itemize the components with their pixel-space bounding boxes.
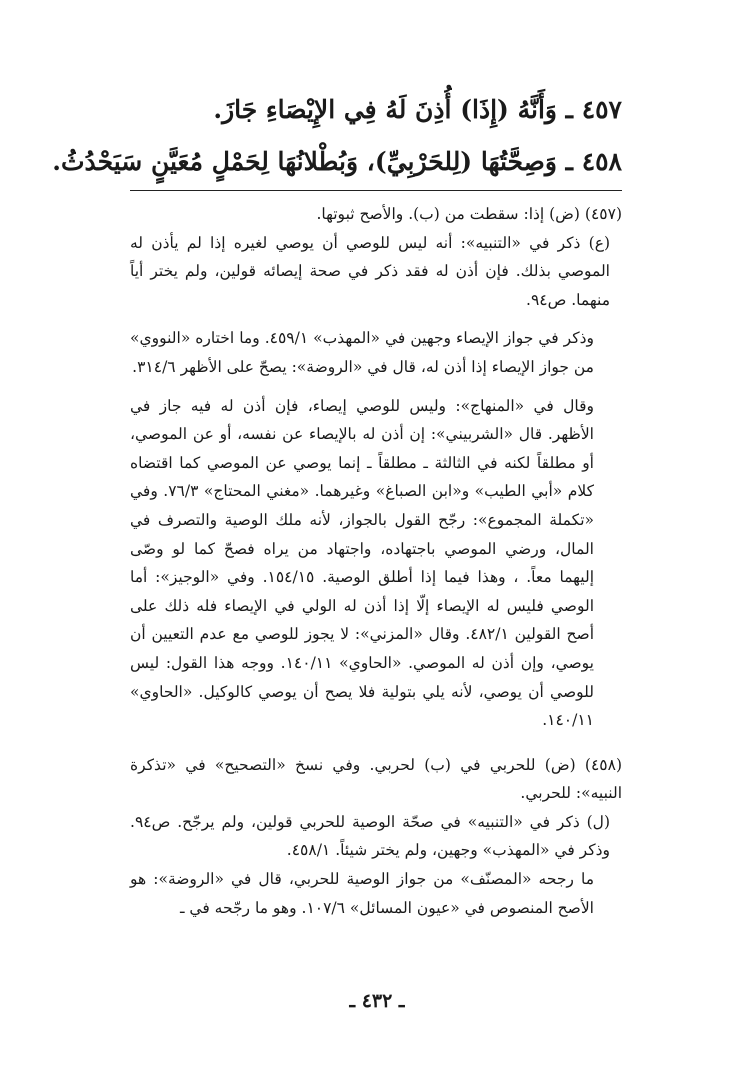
note-458-heading: (٤٥٨) (ض) للحربي في (ب) لحربي. وفي نسخ «التصحيح» في «تذكرة النبيه»: للحربي. <box>130 755 622 803</box>
footnotes <box>130 200 622 922</box>
matn-line-457: ٤٥٧ ـ وَأَنَّهُ (إِذَا) أُذِنَ لَهُ فِي الإِيْصَاءِ جَازَ. <box>213 95 622 124</box>
page-number: ـ ٤٣٢ ـ <box>349 990 405 1012</box>
note-457-paragraph-3: وقال في «المنهاج»: وليس للوصي إيصاء، فإن أذن له فيه جاز في الأظهر. قال «الشربيني»: إن أذن له بالإيصاء عن نفسه، أو عن الموصي، أو مطلقاً لكنه في الثالثة ـ مطلقاً ـ إنما يوصي عن الموصي كما اقتضاه كلام «أبي الطيب» و«ابن الصباغ» وغيرهما. «مغني المحتاج» ٧٦/٣. وفي «تكملة المجموع»: رجّح القول بالجواز، لأنه ملك الوصية والتصرف في المال، ورضي الموصي باجتهاده، واجتهاد من يراه فصحّ كما لو وصّى إليهما معاً. ، وهذا فيما إذا أطلق الوصية. ١٥٤/١٥. وفي «الوجيز»: أما الوصي فليس له الإيصاء إلّا إذا أذن له الولي في الإيصاء فله ذلك على أصح القولين ٤٨٢/١. وقال «المزني»: لا يجوز للوصي مع عدم التعيين أن يوصي، وإن أذن له الموصي. «الحاوي» ١٤٠/١١. ووجه هذا القول: ليس للوصي أن يوصي، لأنه يلي بتولية فلا يصح أن يوصي كالوكيل. «الحاوي» ١٤٠/١١. <box>130 396 594 730</box>
note-458-paragraph-2: ما رجحه «المصنّف» من جواز الوصية للحربي، قال في «الروضة»: هو الأصح المنصوص في «عيون المسائل» ١٠٧/٦. وهو ما رجّحه في ـ <box>130 870 594 917</box>
note-457-paragraph-2: وذكر في جواز الإيصاء وجهين في «المهذب» ٤٥٩/١. وما اختاره «النووي» من جواز الإيصاء إذا أذن له، قال في «الروضة»: يصحّ على الأظهر ٣١٤/٦. <box>130 329 594 376</box>
footnote-divider <box>130 190 622 191</box>
note-458-paragraph-1: (ل) ذكر في «التنبيه» في صحّة الوصية للحربي قولين، ولم يرجّح. ص٩٤. وذكر في «المهذب» وجهين، ولم يختر شيئاً. ٤٥٨/١. <box>130 812 610 860</box>
note-457-paragraph-1: (ع) ذكر في «التنبيه»: أنه ليس للوصي أن يوصي لغيره إذا لم يأذن له الموصي بذلك. فإن أذن له فقد ذكر في صحة إيصائه قولين، ولم يختر أياً منهما. ص٩٤. <box>130 233 610 309</box>
matn-line-458: ٤٥٨ ـ وَصِحَّتُهَا (لِلحَرْبِيِّ)، وَبُطْلانُهَا لِحَمْلٍ مُعَيَّنٍ سَيَحْدُثُ. <box>52 147 622 176</box>
note-457-heading: (٤٥٧) (ض) إذا: سقطت من (ب). والأصح ثبوتها. <box>316 205 622 223</box>
